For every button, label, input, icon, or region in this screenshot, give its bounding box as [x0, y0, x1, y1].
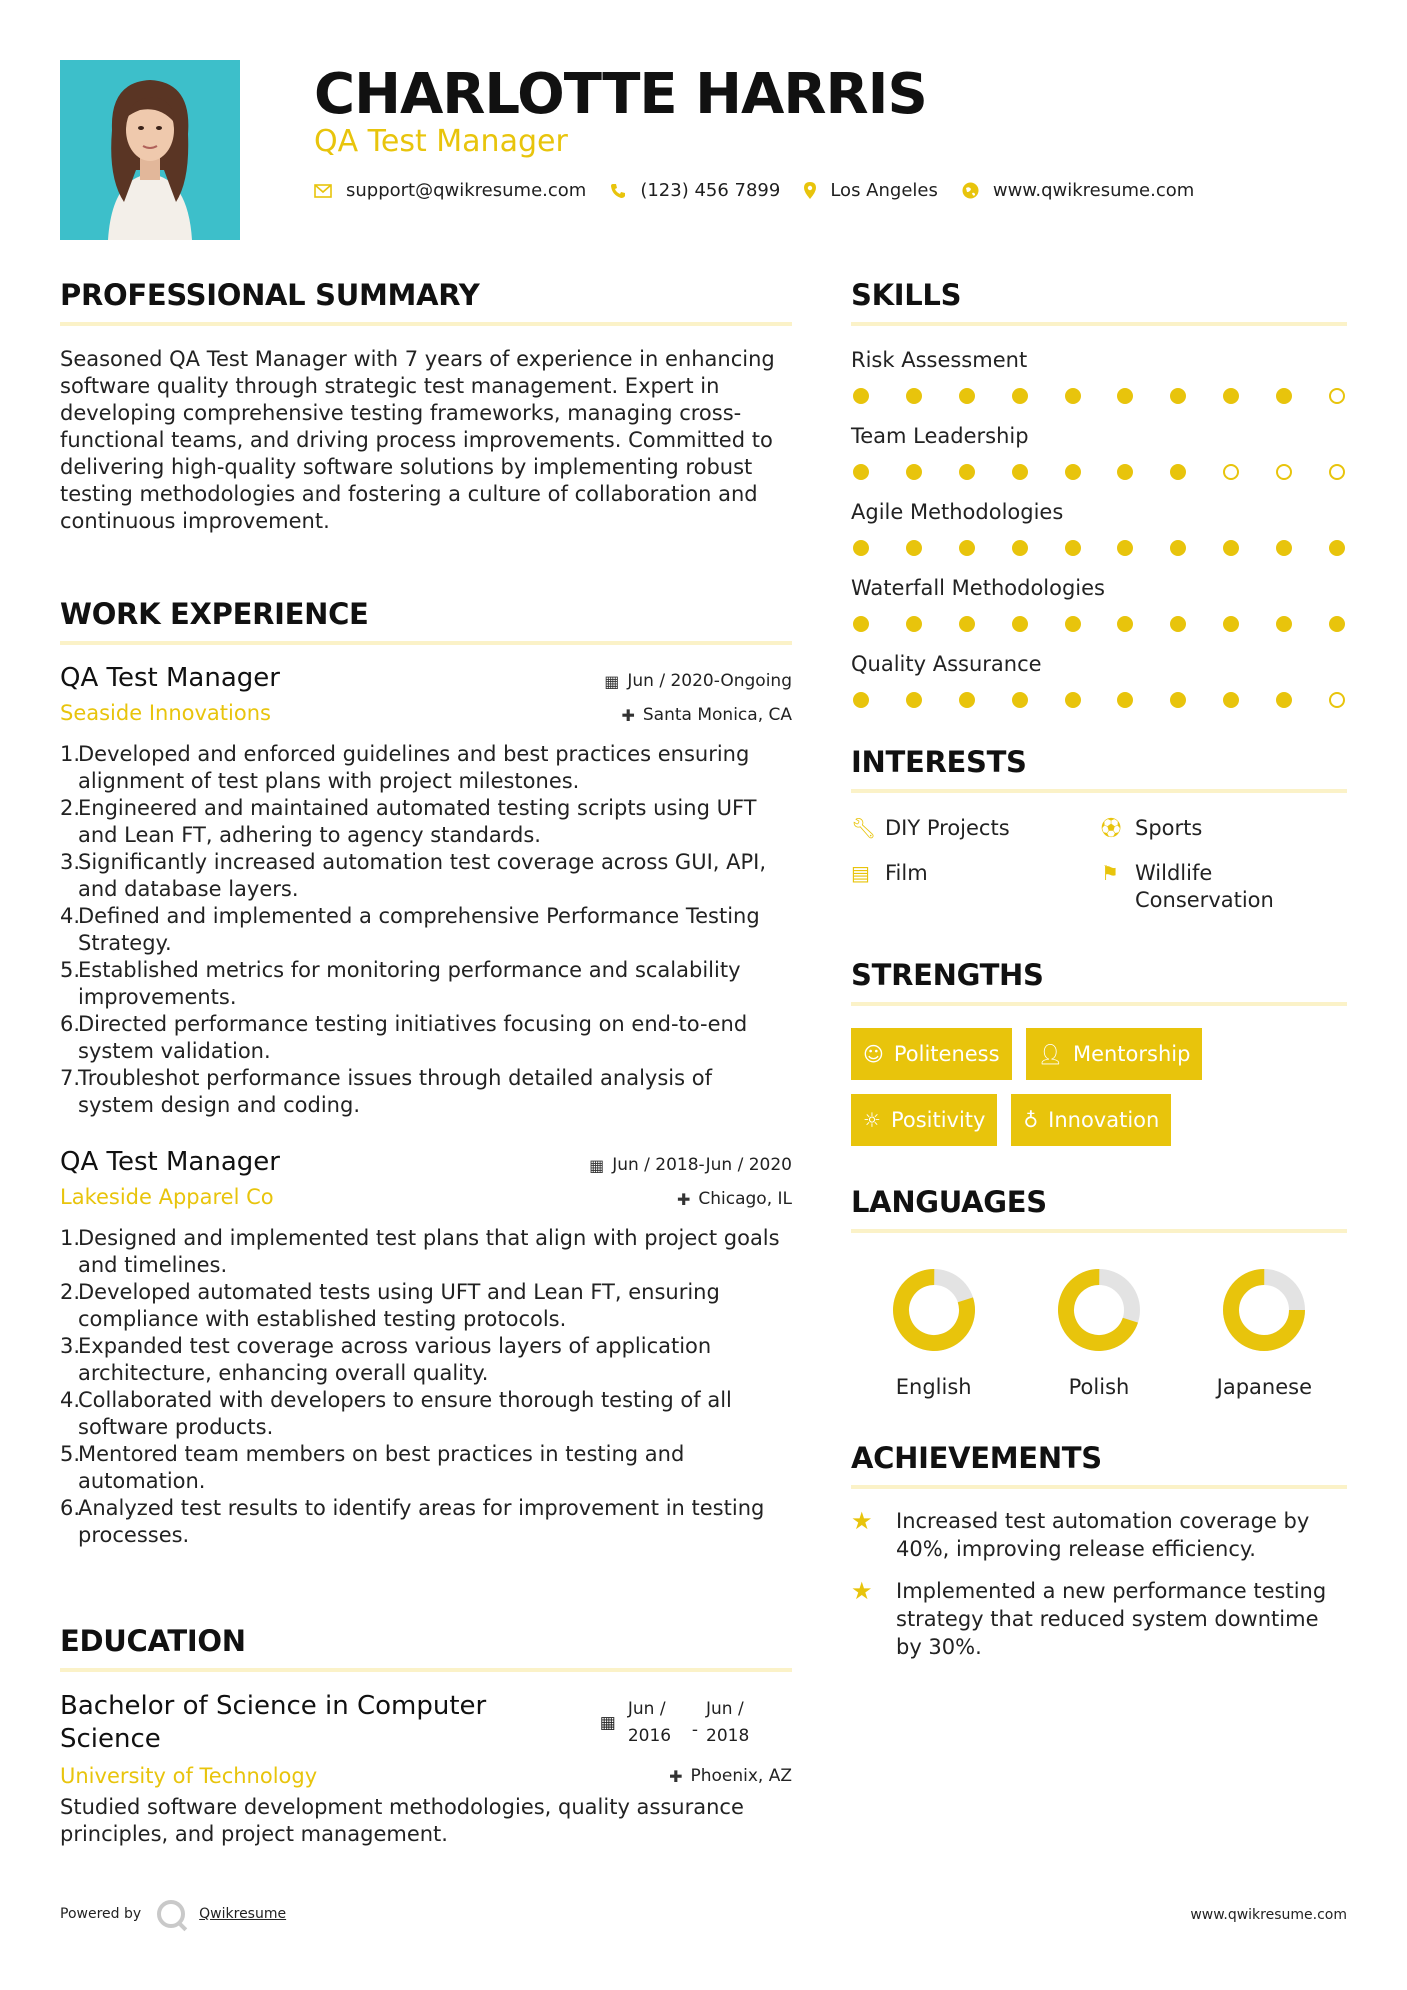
interest-label: Sports — [1135, 816, 1203, 840]
rating-dot-filled — [1117, 464, 1133, 480]
school-name: University of Technology — [60, 1764, 318, 1788]
rating-dot-filled — [1276, 616, 1292, 632]
star-icon: ★ — [851, 1507, 873, 1535]
job-location-text: Santa Monica, CA — [642, 705, 792, 725]
rating-dot-filled — [1065, 540, 1081, 556]
skill-rating — [851, 540, 1347, 556]
job-entry — [60, 663, 792, 1119]
job-dates-text: Jun / 2018-Jun / 2020 — [612, 1155, 792, 1175]
map-pin-icon — [804, 182, 816, 199]
skill-rating — [851, 616, 1347, 632]
rating-dot-filled — [1012, 692, 1028, 708]
rating-dot-filled — [906, 616, 922, 632]
job-title: QA Test Manager — [60, 1147, 280, 1177]
rating-dot-filled — [1170, 616, 1186, 632]
job-bullets — [60, 741, 792, 1119]
language-item — [851, 1265, 1016, 1399]
job-dates-text: Jun / 2020-Ongoing — [627, 671, 792, 691]
portrait-illustration — [60, 60, 240, 240]
section-divider — [851, 789, 1347, 793]
strength-chip — [1026, 1028, 1203, 1080]
education-end: Jun / 2018 — [706, 1699, 750, 1746]
interest-item — [1101, 815, 1347, 842]
rating-dot-filled — [1117, 616, 1133, 632]
rating-dot-filled — [1170, 464, 1186, 480]
languages-section — [851, 1185, 1347, 1399]
rating-dot-filled — [1117, 692, 1133, 708]
education-description: Studied software development methodologies, quality assurance principles, and project management. — [60, 1795, 744, 1846]
company-name: Seaside Innovations — [60, 701, 271, 725]
rating-dot-filled — [853, 464, 869, 480]
language-name: Japanese — [1216, 1375, 1312, 1399]
footer-branding — [60, 1900, 286, 1928]
rating-dot-filled — [906, 540, 922, 556]
skill-rating — [851, 692, 1347, 708]
rating-dot-filled — [1329, 540, 1345, 556]
rating-dot-filled — [1065, 464, 1081, 480]
pin-icon: ✚ — [669, 1766, 683, 1786]
calendar-icon: ▦ — [599, 1712, 616, 1733]
achievement-item — [851, 1577, 1347, 1661]
skill-name: Quality Assurance — [851, 652, 1042, 676]
company-name: Lakeside Apparel Co — [60, 1185, 274, 1209]
section-divider — [60, 322, 792, 326]
experience-section — [60, 597, 792, 1549]
interest-item — [1101, 860, 1347, 914]
rating-dot-empty — [1329, 464, 1345, 480]
list-item: 4. Collaborated with developers to ensure thorough testing of all software products. — [60, 1388, 732, 1439]
rating-dot-empty — [1276, 464, 1292, 480]
language-item — [1016, 1265, 1181, 1399]
website-text: www.qwikresume.com — [992, 180, 1195, 201]
list-item: 7. Troubleshot performance issues through detailed analysis of system design and coding. — [60, 1066, 712, 1117]
skills-heading: SKILLS — [851, 278, 962, 312]
skill-rating — [851, 464, 1347, 480]
skill-name: Waterfall Methodologies — [851, 576, 1105, 600]
rating-dot-filled — [853, 388, 869, 404]
sun-icon: ☼ — [863, 1108, 881, 1132]
education-start: Jun / 2016 — [627, 1699, 672, 1746]
skills-section — [851, 278, 1347, 708]
rating-dot-filled — [1117, 388, 1133, 404]
rating-dot-filled — [906, 692, 922, 708]
language-name: Polish — [1068, 1375, 1130, 1399]
rating-dot-filled — [1223, 540, 1239, 556]
degree-title: Bachelor of Science in Computer Science — [60, 1691, 487, 1754]
phone-text: (123) 456 7899 — [640, 180, 781, 201]
rating-dot-filled — [1223, 616, 1239, 632]
job-bullets — [60, 1225, 792, 1549]
contact-website[interactable] — [962, 180, 1194, 201]
film-icon: ▤ — [851, 861, 870, 885]
rating-dot-filled — [1117, 540, 1133, 556]
strength-label: Politeness — [893, 1042, 1000, 1066]
list-item: 3. Significantly increased automation test coverage across GUI, API, and database layers. — [60, 850, 767, 901]
languages-heading: LANGUAGES — [851, 1185, 1047, 1219]
skill-item — [851, 348, 1347, 404]
rating-dot-filled — [1223, 388, 1239, 404]
contact-phone[interactable] — [610, 180, 780, 201]
strength-label: Innovation — [1048, 1108, 1160, 1132]
list-item: 1. Designed and implemented test plans that align with project goals and timelines. — [60, 1226, 780, 1277]
skill-name: Team Leadership — [851, 424, 1029, 448]
job-dates — [604, 671, 792, 691]
section-divider — [60, 641, 792, 645]
rating-dot-filled — [1170, 388, 1186, 404]
education-location-text: Phoenix, AZ — [690, 1766, 792, 1786]
email-text: support@qwikresume.com — [346, 180, 587, 201]
rating-dot-filled — [959, 464, 975, 480]
job-location-text: Chicago, IL — [698, 1189, 792, 1209]
qwikresume-logo-icon — [157, 1900, 185, 1928]
strength-chip — [1011, 1094, 1171, 1146]
list-item: 5. Mentored team members on best practices in testing and automation. — [60, 1442, 685, 1493]
soccer-ball-icon: ⚽︎ — [1101, 816, 1121, 840]
interest-item — [851, 815, 1101, 842]
rating-dot-filled — [1276, 388, 1292, 404]
skill-item — [851, 652, 1347, 708]
rating-dot-filled — [1012, 616, 1028, 632]
list-item: 2. Engineered and maintained automated testing scripts using UFT and Lean FT, adhering to agency standards. — [60, 796, 757, 847]
rating-dot-filled — [906, 388, 922, 404]
list-item: 5. Established metrics for monitoring performance and scalability improvements. — [60, 958, 741, 1009]
candidate-name: CHARLOTTE HARRIS — [314, 62, 927, 127]
rating-dot-filled — [1170, 540, 1186, 556]
phone-icon — [610, 183, 626, 199]
rating-dot-filled — [1170, 692, 1186, 708]
rating-dot-filled — [1065, 692, 1081, 708]
summary-heading: PROFESSIONAL SUMMARY — [60, 278, 480, 312]
job-entry — [60, 1147, 792, 1549]
language-name: English — [895, 1375, 972, 1399]
skills-list — [851, 348, 1347, 708]
user-plus-icon: 👤︎ — [1037, 1042, 1063, 1066]
rating-dot-filled — [959, 616, 975, 632]
rating-dot-filled — [1276, 540, 1292, 556]
education-section — [60, 1624, 792, 1848]
smile-icon: ☺ — [863, 1042, 884, 1066]
flag-icon: ⚑ — [1101, 861, 1119, 885]
rating-dot-filled — [853, 692, 869, 708]
rating-dot-filled — [1065, 388, 1081, 404]
donut-level-arc — [892, 1268, 975, 1351]
job-title: QA Test Manager — [60, 663, 280, 693]
list-item: 3. Expanded test coverage across various layers of application architecture, enhancing overall quality. — [60, 1334, 712, 1385]
strength-label: Mentorship — [1072, 1042, 1191, 1066]
education-location — [669, 1766, 792, 1786]
wrench-icon: 🔧︎ — [851, 816, 877, 840]
rating-dot-filled — [959, 388, 975, 404]
languages-list — [851, 1265, 1347, 1399]
globe-icon — [962, 182, 979, 199]
section-divider — [851, 1002, 1347, 1006]
rating-dot-empty — [1223, 464, 1239, 480]
calendar-icon: ▦ — [589, 1155, 605, 1175]
star-icon: ★ — [851, 1577, 873, 1605]
skill-item — [851, 424, 1347, 480]
location-text: Los Angeles — [830, 180, 938, 201]
strengths-heading: STRENGTHS — [851, 958, 1044, 992]
interest-item — [851, 860, 1101, 914]
interests-heading: INTERESTS — [851, 745, 1027, 779]
powered-by-text: Powered by — [60, 1906, 142, 1922]
achievement-item — [851, 1507, 1347, 1563]
skill-name: Risk Assessment — [851, 348, 1028, 372]
language-donut — [889, 1265, 979, 1355]
contact-bar — [314, 180, 1218, 201]
rating-dot-filled — [1012, 464, 1028, 480]
rating-dot-filled — [959, 692, 975, 708]
date-separator: - — [691, 1719, 698, 1740]
language-donut — [1054, 1265, 1144, 1355]
list-item: 6. Analyzed test results to identify areas for improvement in testing processes. — [60, 1496, 765, 1547]
section-divider — [851, 322, 1347, 326]
strength-chip — [851, 1094, 997, 1146]
interest-label: Wildlife Conservation — [1135, 861, 1274, 912]
footer-url[interactable]: www.qwikresume.com — [1190, 1907, 1347, 1923]
section-divider — [60, 1668, 792, 1672]
rating-dot-filled — [1012, 388, 1028, 404]
rating-dot-filled — [1276, 692, 1292, 708]
strengths-section — [851, 958, 1347, 1160]
calendar-icon: ▦ — [604, 671, 620, 691]
achievements-heading: ACHIEVEMENTS — [851, 1441, 1102, 1475]
language-item — [1182, 1265, 1347, 1399]
list-item: 1. Developed and enforced guidelines and best practices ensuring alignment of test plans with project milestones. — [60, 742, 750, 793]
pin-icon: ✚ — [676, 1189, 691, 1209]
education-heading: EDUCATION — [60, 1624, 246, 1658]
list-item: 2. Developed automated tests using UFT and Lean FT, ensuring compliance with established testing protocols. — [60, 1280, 720, 1331]
strength-label: Positivity — [890, 1108, 986, 1132]
brand-link[interactable]: Qwikresume — [199, 1906, 287, 1922]
rating-dot-filled — [1223, 692, 1239, 708]
summary-section — [60, 278, 792, 535]
experience-heading: WORK EXPERIENCE — [60, 597, 369, 631]
rating-dot-filled — [1329, 616, 1345, 632]
list-item: 4. Defined and implemented a comprehensive Performance Testing Strategy. — [60, 904, 760, 955]
list-item: 6. Directed performance testing initiatives focusing on end-to-end system validation. — [60, 1012, 748, 1063]
rating-dot-filled — [959, 540, 975, 556]
envelope-icon — [314, 184, 332, 198]
interests-section — [851, 745, 1347, 914]
section-divider — [851, 1485, 1347, 1489]
contact-email[interactable] — [314, 180, 586, 201]
education-dates — [600, 1690, 792, 1756]
lightbulb-icon: ♁ — [1023, 1108, 1039, 1132]
profile-photo — [60, 60, 240, 240]
rating-dot-filled — [906, 464, 922, 480]
rating-dot-filled — [1065, 616, 1081, 632]
achievement-text: Increased test automation coverage by 40%, improving release efficiency. — [896, 1509, 1310, 1561]
interest-label: Film — [885, 861, 928, 885]
achievement-text: Implemented a new performance testing strategy that reduced system downtime by 30%. — [896, 1579, 1327, 1659]
job-dates — [589, 1155, 792, 1175]
rating-dot-filled — [853, 616, 869, 632]
job-location — [604, 705, 792, 725]
rating-dot-filled — [853, 540, 869, 556]
rating-dot-empty — [1329, 388, 1345, 404]
rating-dot-empty — [1329, 692, 1345, 708]
contact-location — [804, 180, 938, 201]
skill-item — [851, 500, 1347, 556]
summary-text: Seasoned QA Test Manager with 7 years of experience in enhancing software quality through strategic test management. Expert in developing comprehensive testing frameworks, managing cross-functional teams, and driving process improvements. Committed to delivering high-quality software solutions by implementing robust testing methodologies and fostering a culture of collaboration and continuous improvement. — [60, 347, 775, 533]
pin-icon: ✚ — [621, 705, 635, 725]
rating-dot-filled — [1012, 540, 1028, 556]
skill-name: Agile Methodologies — [851, 500, 1064, 524]
achievements-section — [851, 1441, 1347, 1675]
job-location — [589, 1189, 792, 1209]
section-divider — [851, 1229, 1347, 1233]
candidate-title: QA Test Manager — [314, 124, 568, 159]
interest-label: DIY Projects — [885, 816, 1010, 840]
strength-chip — [851, 1028, 1012, 1080]
language-donut — [1219, 1265, 1309, 1355]
skill-rating — [851, 388, 1347, 404]
skill-item — [851, 576, 1347, 632]
